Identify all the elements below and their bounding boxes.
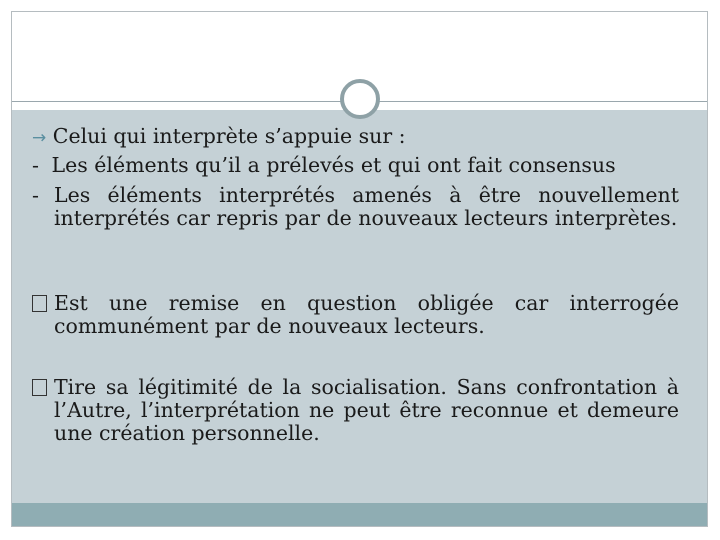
intro-text: Celui qui interprète s’appuie sur : <box>52 124 406 148</box>
dash-item-text: Les éléments qu’il a prélevés et qui ont fait consensus <box>51 153 616 177</box>
dash-marker: - <box>32 153 39 177</box>
bullet-text: Est une remise en question obligée car interrogée communément par de nouveaux lecteurs. <box>54 291 679 338</box>
bullet-2-marker <box>32 376 50 399</box>
arrow-right-icon: → <box>32 128 47 148</box>
bullet-box-icon <box>32 295 47 312</box>
bullet-box-icon <box>32 379 47 396</box>
footer-bar <box>12 503 707 526</box>
intro-line <box>32 125 406 150</box>
dash-item-2-marker <box>32 184 39 207</box>
bullet-2 <box>54 376 679 445</box>
bullet-1 <box>54 292 679 338</box>
dash-item-2 <box>54 184 679 230</box>
dash-marker: - <box>32 183 39 207</box>
bullet-text: Tire sa légitimité de la socialisation. Sans confrontation à l’Autre, l’interprétation ne peut être reconnue et demeure une création personnelle. <box>54 375 679 445</box>
dash-item-1 <box>32 154 616 177</box>
circle-ornament <box>340 79 380 119</box>
bullet-1-marker <box>32 292 50 315</box>
dash-item-text: Les éléments interprétés amenés à être nouvellement interprétés car repris par de nouveaux lecteurs interprètes. <box>54 183 679 230</box>
